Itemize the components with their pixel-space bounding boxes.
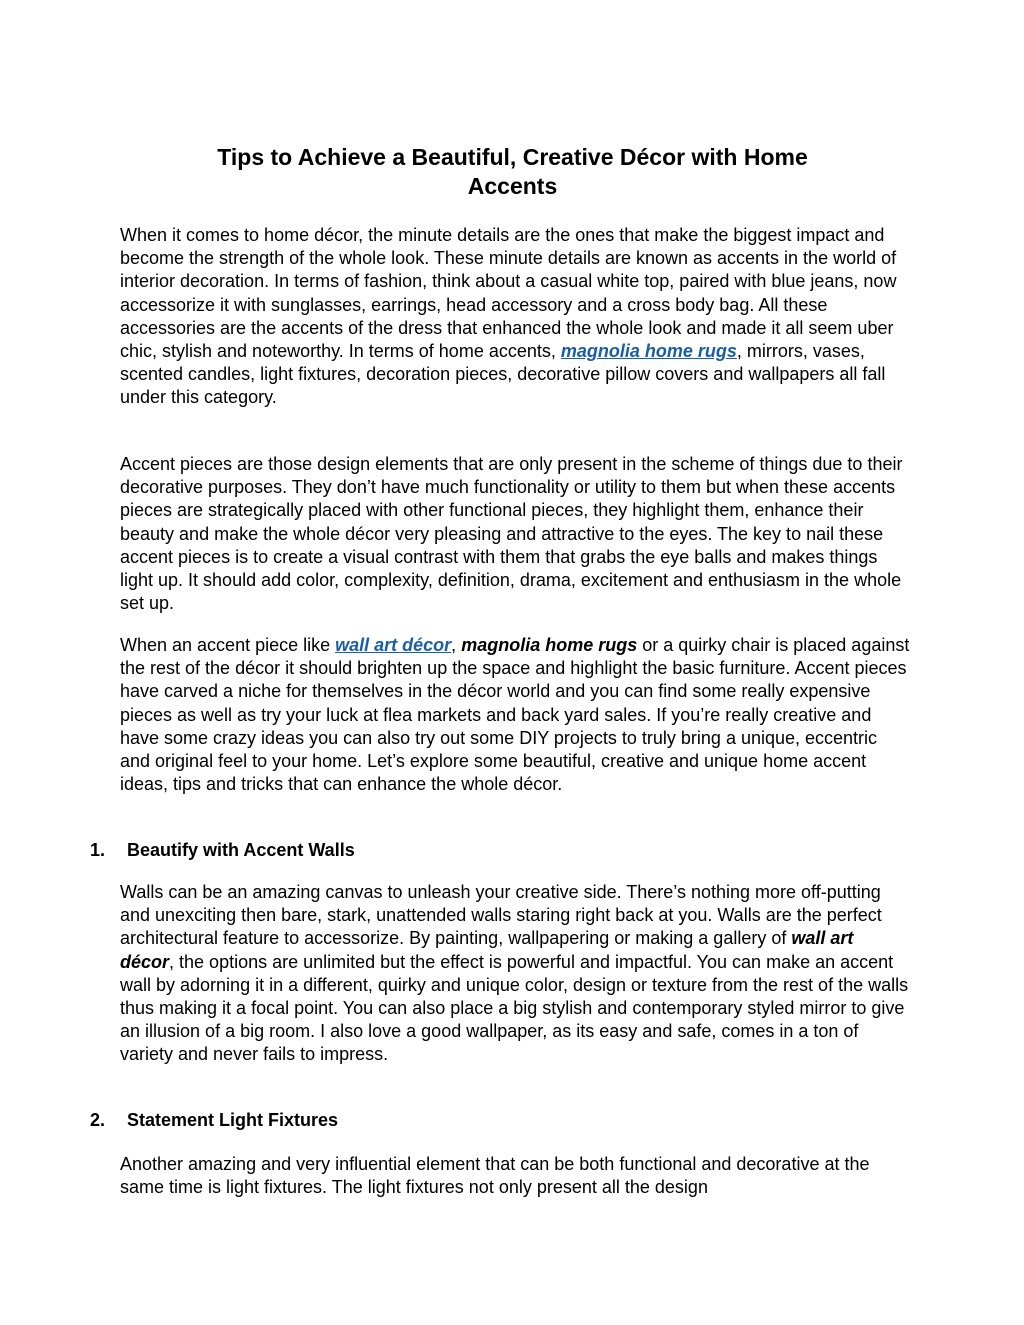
section-1-number: 1. xyxy=(90,840,106,860)
comma-separator: , xyxy=(451,635,462,655)
section-1-title: Beautify with Accent Walls xyxy=(127,840,355,860)
paragraph-accent-walls-end: , the options are unlimited but the effect is powerful and impactful. You can make an accent wall by adorning it in a different, quirky and unique color, design or texture from the rest of the walls thus making it a focal point. You can also place a big stylish and contemporary styled mirror to give an illusion of a big room. I also love a good wallpaper, as its easy and safe, comes in a ton of variety and never fails to impress. xyxy=(120,951,909,1065)
document-title xyxy=(120,143,905,201)
paragraph-accent-walls-start: Walls can be an amazing canvas to unleash your creative side. There’s nothing more off-putting and unexciting then bare, stark, unattended walls staring right back at you. Walls are the perfect architectural feature to accessorize. By painting, wallpapering or making a gallery of xyxy=(120,882,882,949)
section-2-number: 2. xyxy=(90,1110,106,1130)
section-1-heading xyxy=(90,839,355,862)
wall-art-decor-emphasis: wall art décor xyxy=(120,928,854,972)
paragraph-accent-pieces: Accent pieces are those design elements that are only present in the scheme of things due to their decorative purposes. They don’t have much functionality or utility to them but when these accents pieces are strategically placed with other functional pieces, they highlight them, enhance their beauty and make the whole décor very pleasing and attractive to the eyes. The key to nail these accent pieces is to create a visual contrast with them that grabs the eye balls and makes things light up. It should add color, complexity, definition, drama, excitement and enthusiasm in the whole set up. xyxy=(120,454,903,614)
paragraph-intro-text-start: When it comes to home décor, the minute details are the ones that make the biggest impact and become the strength of the whole look. These minute details are known as accents in the world of interior decoration. In terms of fashion, think about a casual white top, paired with blue jeans, now accessorize it with sunglasses, earrings, head accessory and a cross body bag. All these accessories are the accents of the dress that enhanced the whole look and made it all seem uber chic, stylish and noteworthy. In terms of home accents, xyxy=(120,225,897,362)
title-line-1: Tips to Achieve a Beautiful, Creative Décor with Home xyxy=(217,144,808,170)
paragraph-accent-walls xyxy=(120,881,912,1067)
paragraph-accent-examples-start: When an accent piece like xyxy=(120,635,336,655)
section-2-heading xyxy=(90,1109,338,1132)
magnolia-home-rugs-link[interactable]: magnolia home rugs xyxy=(560,341,737,362)
paragraph-intro-text-end: , mirrors, vases, scented candles, light fixtures, decoration pieces, decorative pillow covers and wallpapers all fall under this category. xyxy=(120,341,886,408)
title-line-2: Accents xyxy=(467,173,558,199)
paragraph-accent-examples-end: or a quirky chair is placed against the rest of the décor it should brighten up the space and highlight the basic furniture. Accent pieces have carved a niche for themselves in the décor world and you can find some really expensive pieces as well as try your luck at flea markets and back yard sales. If you’re really creative and have some crazy ideas you can also try out some DIY projects to truly bring a unique, eccentric and original feel to your home. Let’s explore some beautiful, creative and unique home accent ideas, tips and tricks that can enhance the whole décor. xyxy=(120,635,910,795)
paragraph-accent-examples xyxy=(120,634,912,796)
wall-art-decor-link[interactable]: wall art décor xyxy=(335,635,452,655)
paragraph-light-fixtures: Another amazing and very influential element that can be both functional and decorative at the same time is light fixtures. The light fixtures not only present all the design xyxy=(120,1154,870,1198)
paragraph-intro xyxy=(120,224,912,410)
section-2-title: Statement Light Fixtures xyxy=(127,1110,339,1130)
magnolia-home-rugs-emphasis: magnolia home rugs xyxy=(461,635,638,655)
